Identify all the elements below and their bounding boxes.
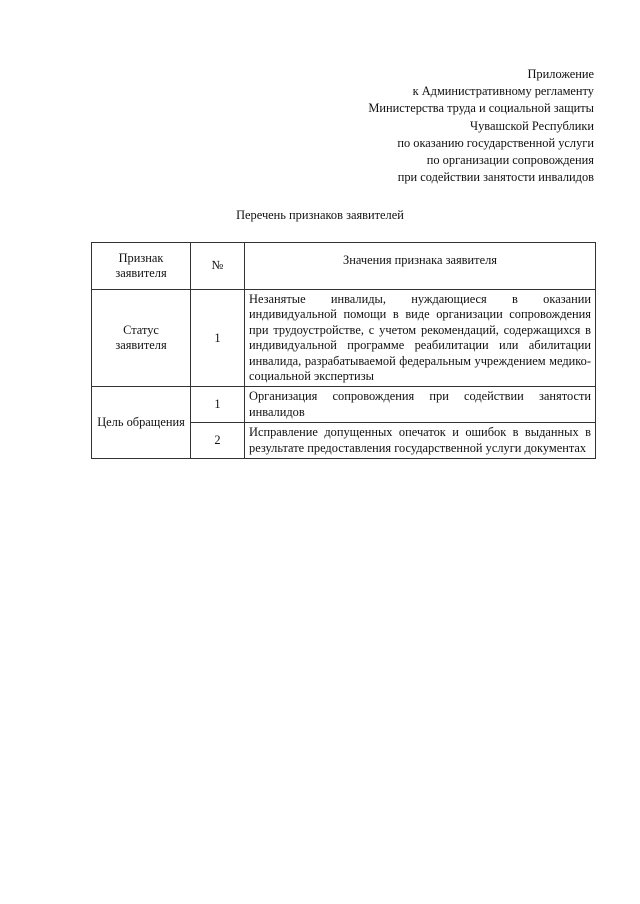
- header-line: Министерства труда и социальной защиты: [368, 101, 594, 116]
- column-header-number: №: [191, 243, 245, 290]
- applicant-signs-table: [91, 242, 596, 459]
- number-cell: 1: [191, 387, 245, 423]
- document-title: Перечень признаков заявителей: [236, 208, 404, 222]
- appendix-header: [368, 66, 594, 186]
- column-header-sign: Признак заявителя: [92, 243, 191, 290]
- header-line: по оказанию государственной услуги: [397, 135, 594, 150]
- header-line: к Административному регламенту: [412, 84, 594, 99]
- table-header-row: [92, 243, 596, 290]
- sign-cell-status: Статус заявителя: [92, 290, 191, 387]
- value-cell: Незанятые инвалиды, нуждающиеся в оказании индивидуальной помощи в виде организации сопровождения при трудоустройстве, с учетом рекомендаций, содержащихся в индивидуальной программе реабилитации или абилитации инвалида, разрабатываемой федеральным учреждением медико-социальной экспертизы: [245, 290, 596, 387]
- table-row: [92, 290, 596, 387]
- value-cell: Организация сопровождения при содействии занятости инвалидов: [245, 387, 596, 423]
- number-cell: 1: [191, 290, 245, 387]
- table-row: [92, 387, 596, 423]
- header-line: Чувашской Республики: [470, 118, 594, 133]
- number-cell: 2: [191, 423, 245, 459]
- value-cell: Исправление допущенных опечаток и ошибок в выданных в результате предоставления государственной услуги документах: [245, 423, 596, 459]
- column-header-values: Значения признака заявителя: [245, 243, 596, 290]
- sign-cell-purpose: Цель обращения: [92, 387, 191, 459]
- header-line: Приложение: [527, 67, 594, 81]
- header-line: при содействии занятости инвалидов: [397, 170, 594, 185]
- header-line: по организации сопровождения: [426, 153, 594, 168]
